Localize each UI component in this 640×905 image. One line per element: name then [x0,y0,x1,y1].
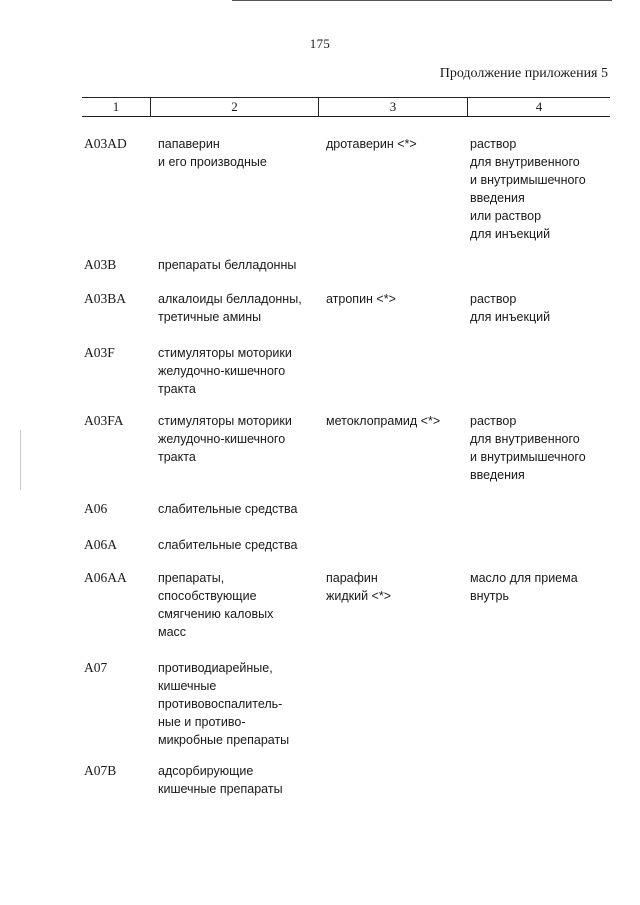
dosage-form-line: раствор [470,137,517,151]
atc-group-name-line: масс [158,625,187,639]
atc-group-name-line: и его производные [158,155,267,169]
dosage-form-line: внутрь [470,589,509,603]
atc-code: A03BA [84,291,127,306]
dosage-form-line: введения [470,468,525,482]
continuation-label: Продолжение приложения 5 [439,66,608,81]
dosage-form-line: для инъекций [470,310,551,324]
drug-inn-line: атропин <*> [326,292,396,306]
header-col-1: 1 [112,99,120,114]
atc-code: A07 [84,660,108,675]
atc-group-name-line: адсорбирующие [158,764,254,778]
atc-group-name-line: алкалоиды белладонны, [158,292,302,306]
dosage-form [470,412,620,484]
drug-inn-line: жидкий <*> [326,589,392,603]
atc-group-name-line: стимуляторы моторики [158,414,292,428]
drug-inn-line: парафин [326,571,378,585]
header-col-4: 4 [535,99,543,114]
atc-group-name-line: микробные препараты [158,733,290,747]
atc-group-name-line: смягчению каловых [158,607,274,621]
atc-group-name [158,500,318,518]
atc-group-name [158,569,318,641]
scan-margin-mark [20,430,21,490]
atc-code: A06 [84,501,108,516]
atc-group-name-line: противодиарейные, [158,661,273,675]
atc-group-name [158,135,318,171]
dosage-form-line: для внутривенного [470,155,580,169]
drug-inn [326,412,466,430]
dosage-form-line: раствор [470,414,517,428]
atc-code: A03F [84,345,115,360]
atc-group-name [158,412,318,466]
drug-inn [326,135,466,153]
atc-group-name-line: кишечные [158,679,217,693]
atc-group-name-line: третичные амины [158,310,262,324]
drug-inn-line: метоклопрамид <*> [326,414,441,428]
atc-group-name-line: слабительные средства [158,502,298,516]
dosage-form-line: и внутримышечного [470,173,586,187]
dosage-form-line: или раствор [470,209,542,223]
atc-code: A03AD [84,136,127,151]
atc-code: A06AA [84,570,127,585]
atc-group-name-line: тракта [158,382,196,396]
atc-group-name-line: стимуляторы моторики [158,346,292,360]
dosage-form-line: для инъекций [470,227,551,241]
dosage-form-line: и внутримышечного [470,450,586,464]
atc-group-name-line: папаверин [158,137,220,151]
drug-inn-line: дротаверин <*> [326,137,417,151]
atc-group-name [158,256,318,274]
atc-group-name-line: слабительные средства [158,538,298,552]
dosage-form [470,569,620,605]
atc-group-name-line: кишечные препараты [158,782,283,796]
atc-group-name-line: желудочно-кишечного [158,364,286,378]
atc-group-name-line: ные и противо- [158,715,246,729]
atc-group-name-line: препараты белладонны [158,258,297,272]
dosage-form-line: для внутривенного [470,432,580,446]
atc-group-name [158,344,318,398]
dosage-form-line: введения [470,191,525,205]
atc-code: A03FA [84,413,124,428]
dosage-form [470,290,620,326]
dosage-form [470,135,620,243]
atc-group-name-line: противовоспалитель- [158,697,283,711]
drug-inn [326,290,466,308]
dosage-form-line: масло для приема [470,571,578,585]
atc-code: A03B [84,257,117,272]
top-rule [232,0,612,1]
header-col-3: 3 [389,99,397,114]
atc-group-name [158,536,318,554]
page-number: 175 [309,36,331,51]
atc-group-name-line: тракта [158,450,196,464]
atc-group-name-line: препараты, [158,571,225,585]
atc-group-name [158,762,318,798]
drug-inn [326,569,466,605]
table-header [82,97,610,117]
header-col-2: 2 [231,99,238,114]
atc-group-name [158,290,318,326]
atc-group-name [158,659,318,749]
atc-code: A06A [84,537,117,552]
atc-group-name-line: желудочно-кишечного [158,432,286,446]
atc-code: A07B [84,763,117,778]
dosage-form-line: раствор [470,292,517,306]
atc-group-name-line: способствующие [158,589,257,603]
